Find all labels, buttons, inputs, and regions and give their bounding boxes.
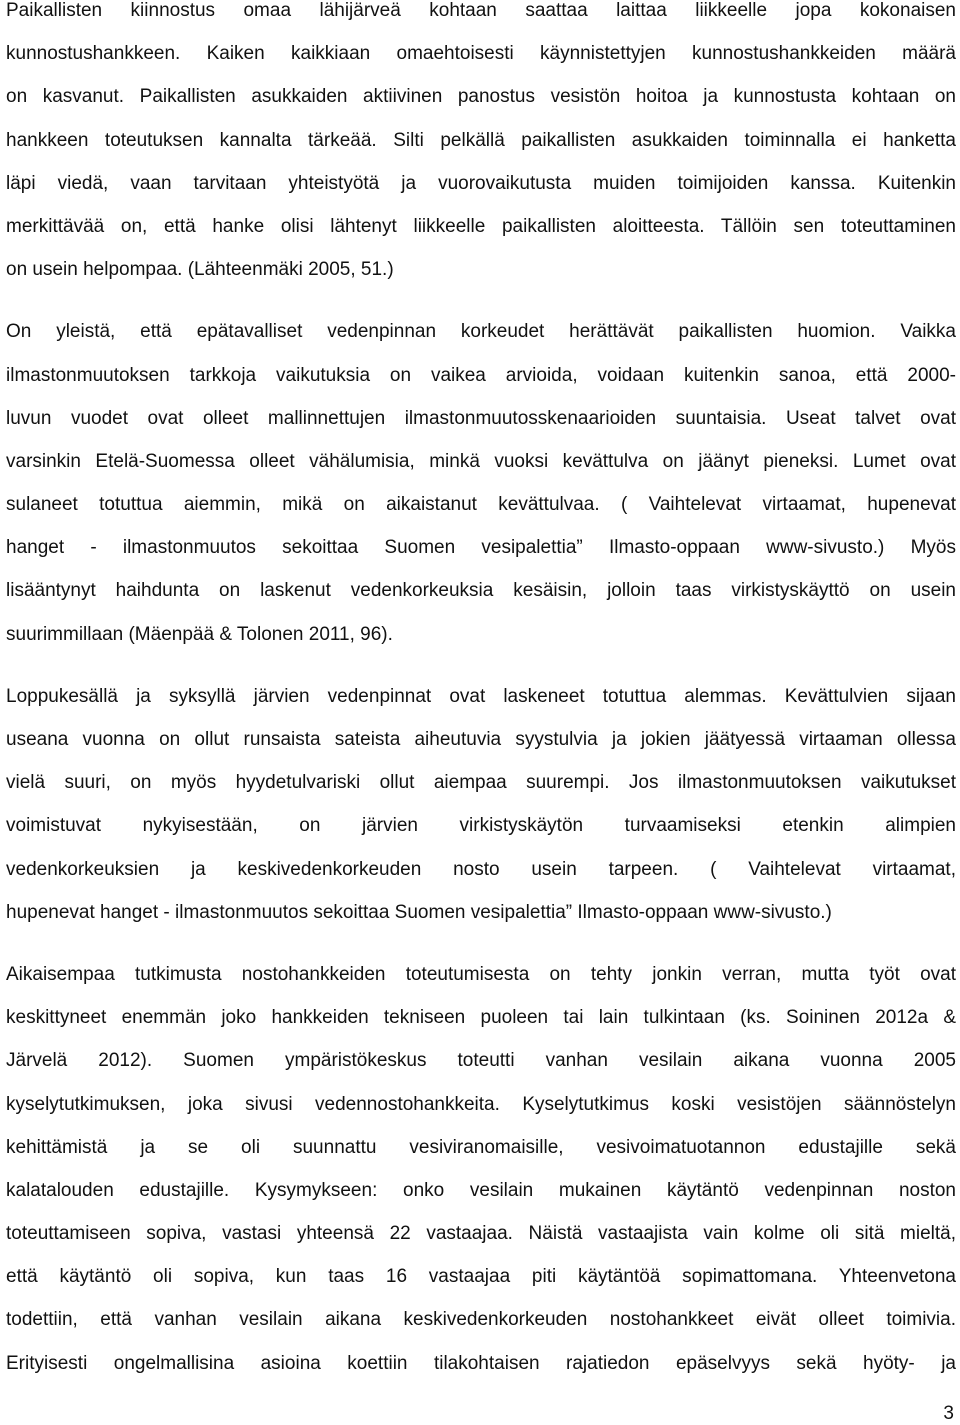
paragraph-1 — [6, 0, 956, 291]
text-line: hankkeen toteutuksen kannalta tärkeää. Silti pelkällä paikallisten asukkaiden toiminnalla ei hanketta — [6, 129, 956, 151]
text-line: läpi viedä, vaan tarvitaan yhteistyötä ja vuorovaikutusta muiden toimijoiden kanssa. Kuitenkin — [6, 172, 956, 194]
text-line: luvun vuodet ovat olleet mallinnettujen ilmastonmuutosskenaarioiden suuntaisia. Useat talvet ovat — [6, 407, 956, 429]
text-line: kunnostushankkeen. Kaiken kaikkiaan omaehtoisesti käynnistettyjen kunnostushankkeiden määrä — [6, 43, 956, 65]
text-line: Aikaisempaa tutkimusta nostohankkeiden toteutumisesta on tehty jonkin verran, mutta työt ovat — [6, 963, 956, 985]
text-line: lisääntynyt haihdunta on laskenut vedenkorkeuksia kesäisin, jolloin taas virkistyskäyttö on usein — [6, 580, 956, 602]
text-line: suurimmillaan (Mäenpää & Tolonen 2011, 96). — [6, 623, 393, 645]
text-line: Erityisesti ongelmallisina asioina koettiin tilakohtaisen rajatiedon epäselvyys sekä hyöty- ja — [6, 1352, 956, 1374]
text-line: on kasvanut. Paikallisten asukkaiden aktiivinen panostus vesistön hoitoa ja kunnostusta kohtaan on — [6, 86, 956, 108]
page-number: 3 — [943, 1403, 954, 1424]
text-line: todettiin, että vanhan vesilain aikana keskivedenkorkeuden nostohankkeet eivät olleet toimivia. — [6, 1309, 956, 1331]
text-line: useana vuonna on ollut runsaista sateista aiheutuvia syystulvia ja jokien jäätyessä virtaaman ollessa — [6, 729, 956, 750]
text-line: merkittävää on, että hanke olisi lähtenyt liikkeelle paikallisten aloitteesta. Tällöin sen toteuttaminen — [6, 215, 956, 237]
paragraph-gap — [6, 934, 956, 953]
paragraph-gap — [6, 656, 956, 675]
text-line: että käytäntö oli sopiva, kun taas 16 vastaajaa piti käytäntöä sopimattomana. Yhteenvetona — [6, 1266, 956, 1288]
text-line: hanget - ilmastonmuutos sekoittaa Suomen vesipalettia” Ilmasto-oppaan www-sivusto.) Myös — [6, 537, 956, 559]
text-line: on usein helpompaa. (Lähteenmäki 2005, 51.) — [6, 259, 394, 281]
text-line: keskittyneet enemmän joko hankkeiden tekniseen puoleen tai lain tulkintaan (ks. Soininen 2012a & — [6, 1007, 956, 1029]
text-line: hupenevat hanget - ilmastonmuutos sekoittaa Suomen vesipalettia” Ilmasto-oppaan www-sivusto.) — [6, 901, 832, 923]
text-line: sulaneet totuttua aiemmin, mikä on aikaistanut kevättulvaa. ( Vaihtelevat virtaamat, hupenevat — [6, 494, 956, 516]
text-line: ilmastonmuutoksen tarkkoja vaikutuksia on vaikea arvioida, voidaan kuitenkin sanoa, että 2000- — [6, 364, 956, 386]
paragraph-gap — [6, 291, 956, 310]
paragraph-3 — [6, 675, 956, 934]
text-line: kalatalouden edustajille. Kysymykseen: onko vesilain mukainen käytäntö vedenpinnan noston — [6, 1179, 956, 1201]
document-page — [6, 0, 956, 1385]
text-line: vedenkorkeuksien ja keskivedenkorkeuden nosto usein tarpeen. ( Vaihtelevat virtaamat, — [6, 858, 956, 880]
text-line: Loppukesällä ja syksyllä järvien vedenpinnat ovat laskeneet totuttua alemmas. Kevättulvien sijaan — [6, 685, 956, 707]
text-line: On yleistä, että epätavalliset vedenpinnan korkeudet herättävät paikallisten huomion. Vaikka — [6, 321, 956, 343]
text-line: vielä suuri, on myös hyydetulvariski ollut aiempaa suurempi. Jos ilmastonmuutoksen vaikutukset — [6, 772, 956, 794]
text-line: kyselytutkimuksen, joka sivusi vedennostohankkeita. Kyselytutkimus koski vesistöjen säännöstelyn — [6, 1093, 956, 1115]
text-line: Järvelä 2012). Suomen ympäristökeskus toteutti vanhan vesilain aikana vuonna 2005 — [6, 1050, 956, 1072]
text-line: kehittämistä ja se oli suunnattu vesiviranomaisille, vesivoimatuotannon edustajille sekä — [6, 1136, 956, 1158]
text-line: voimistuvat nykyisestään, on järvien virkistyskäytön turvaamiseksi etenkin alimpien — [6, 815, 956, 837]
paragraph-4 — [6, 953, 956, 1385]
text-line: Paikallisten kiinnostus omaa lähijärveä kohtaan saattaa laittaa liikkeelle jopa kokonaisen — [6, 0, 956, 21]
text-line: toteuttamiseen sopiva, vastasi yhteensä 22 vastaajaa. Näistä vastaajista vain kolme oli sitä mieltä, — [6, 1223, 956, 1245]
paragraph-2 — [6, 310, 956, 656]
text-line: varsinkin Etelä-Suomessa olleet vähälumisia, minkä vuoksi kevättulva on jäänyt pieneksi. Lumet ovat — [6, 450, 956, 472]
